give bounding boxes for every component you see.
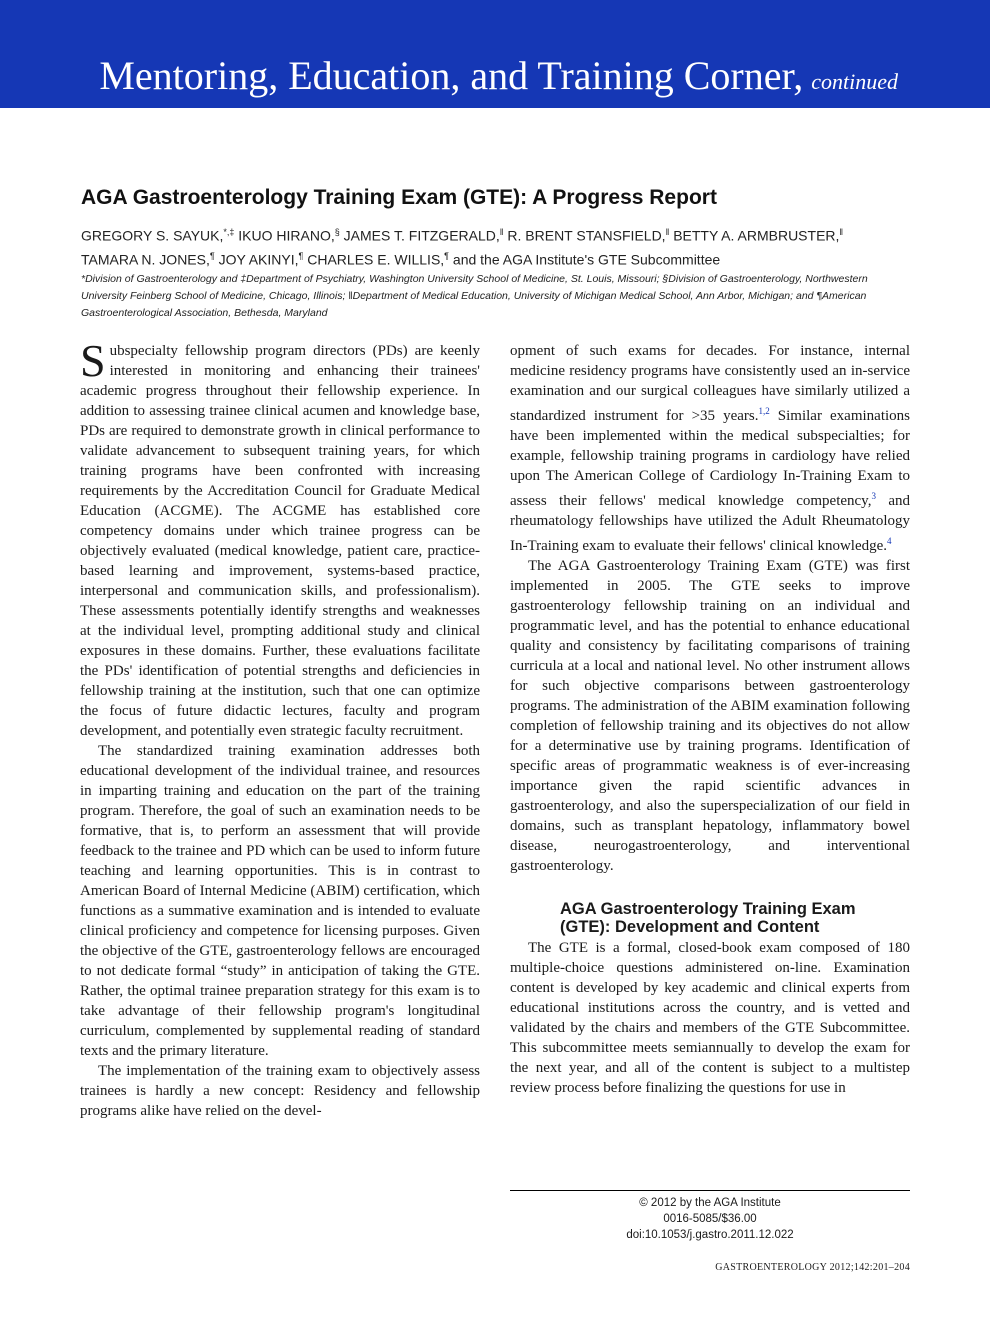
author-affil-mark: ¶	[298, 250, 304, 261]
paragraph-text: ubspecialty fellowship program directors (PDs) are keenly interested in monitoring and enhancing their trainees' academic progress throughout their fellowship experience. In addition to assessing trainee clinical acumen and knowledge base, PDs are required to demonstrate growth in clinical performance to validate advancement to subsequent training years, for which training programs have been confronted with increasing requirements by the Accreditation Council for Graduate Medical Education (ACGME). The ACGME has established core competency domains under which trainee progress can be objectively evaluated (medical knowledge, patient care, practice-based learning and improvement, systems-based practice, interpersonal and communication skills, and professionalism). These assessments potentially identify strengths and weaknesses at the individual level, prompting additional study and clinical exposures in these domains. Further, these evaluations facilitate the PDs' identification of potential strengths and deficiencies in fellowship training at the institution, such that one can optimize the focus of future didactic lectures, faculty and program development, and potentially even strategic faculty recruitment.	[80, 343, 480, 739]
author-affil-mark: §	[334, 227, 340, 237]
section-banner	[0, 0, 990, 108]
paragraph-text: Similar examinations have been implemented within the medical subspecialties; for example, fellowship training programs in cardiology have relied upon The American College of Cardiology In-Training Exam to assess their fellows' medical knowledge competency,	[510, 408, 910, 509]
reference-link[interactable]: 1,2	[758, 406, 770, 416]
paragraph-intro	[80, 335, 480, 741]
author: JOY AKINYI,	[218, 251, 299, 268]
author: JAMES T. FITZGERALD,	[343, 227, 500, 244]
paragraph-text: opment of such exams for decades. For instance, internal medicine residency programs have consistently used an in-service examination and our surgical colleagues have similarly utilized a standardized instrument for >35 years.	[510, 343, 910, 424]
affiliations: *Division of Gastroenterology and ‡Department of Psychiatry, Washington University School of Medicine, St. Louis, Missouri; §Division of Gastroenterology, Northwestern University Feinberg School of Medicine, Chicago, Illinois; ‖Department of Medical Education, University of Michigan Medical School, Ann Arbor, Michigan; and ¶American Gastroenterological Association, Bethesda, Maryland	[81, 273, 868, 319]
author: CHARLES E. WILLIS,	[307, 251, 445, 268]
author-affil-mark: ¶	[209, 250, 215, 261]
author: TAMARA N. JONES,	[81, 251, 210, 268]
reference-link[interactable]: 4	[887, 536, 892, 546]
paragraph: The standardized training examination addresses both educational development of the individual trainee, and resources in imparting training and education on the part of the training program. Therefore, the goal of such an examination needs to be formative, that is, to perform an assessment that will provide feedback to the trainee and PD which can be used to inform future teaching and learning opportunities. This is in contrast to American Board of Internal Medicine (ABIM) certification, which functions as a summative examination and is intended to evaluate clinical proficiency and competence for licensing purposes. Given the objective of the GTE, gastroenterology fellows are encouraged to not dedicate formal “study” in anticipation of taking the GTE. Rather, the optimal trainee preparation strategy for this exam is to take advantage of their fellowship program's longitudinal curriculum, complemented by supplemental reading of standard texts and the primary literature.	[80, 743, 480, 1059]
reference-link[interactable]: 3	[871, 491, 876, 501]
copyright-block	[510, 1190, 910, 1243]
banner-title-text: Mentoring, Education, and Training Corner,	[99, 53, 804, 98]
author: R. BRENT STANSFIELD,	[507, 227, 666, 244]
paragraph: The implementation of the training exam to objectively assess trainees is hardly a new concept: Residency and fellowship programs alike have relied on the devel-	[80, 1063, 480, 1119]
paragraph: The AGA Gastroenterology Training Exam (GTE) was first implemented in 2005. The GTE seeks to improve gastroenterology fellowship training on an individual and programmatic level, and has the potential to enhance educational quality and consistency by facilitating comparisons of training curricula at a local and national level. No other instrument allows for such objective comparisons between gastroenterology programs. The administration of the ABIM examination following completion of fellowship training and its objectives do not allow for a determinative use by training programs. Identification of specific areas of programmatic weakness is of ever-increasing importance given the rapid scientific advances in gastroenterology, and also the superspecialization of our field in domains, such as transplant hepatology, inflammatory bowel disease, neurogastroenterology, and interventional gastroenterology.	[510, 558, 910, 874]
left-column	[80, 335, 480, 1121]
authors-tail: and the AGA Institute's GTE Subcommittee	[452, 251, 721, 268]
author: BETTY A. ARMBRUSTER,	[673, 227, 840, 244]
article-title: AGA Gastroenterology Training Exam (GTE): A Progress Report	[81, 186, 717, 209]
author-list	[81, 222, 911, 269]
author: IKUO HIRANO,	[238, 227, 335, 244]
author-affil-mark: ¶	[444, 250, 450, 261]
right-column	[510, 341, 910, 1098]
paragraph: The GTE is a formal, closed-book exam composed of 180 multiple-choice questions administered on-line. Examination content is developed by key academic and clinical experts from educational institutions across the country, and is vetted and validated by the chairs and members of the GTE Subcommittee. This subcommittee meets semiannually to develop the exam for the next year, and all of the content is subject to a multistep review process before finalizing the questions for use in	[510, 940, 910, 1096]
author: GREGORY S. SAYUK,	[81, 227, 224, 244]
issn-line: 0016-5085/$36.00	[663, 1213, 757, 1225]
author-affil-mark: ‖	[499, 227, 504, 237]
author-affil-mark: ‖	[665, 227, 670, 237]
copyright-line: © 2012 by the AGA Institute	[639, 1197, 781, 1209]
paragraph-text: and rheumatology fellowships have utilized the Adult Rheumatology In-Training exam to evaluate their fellows' clinical knowledge.	[510, 493, 910, 554]
paragraph	[510, 341, 910, 556]
author-affil-mark: ‖	[839, 227, 844, 237]
banner-continued: continued	[811, 69, 898, 94]
doi-line[interactable]: doi:10.1053/j.gastro.2011.12.022	[626, 1229, 794, 1241]
section-heading: AGA Gastroenterology Training Exam (GTE): Development and Content	[560, 900, 856, 936]
banner-title	[99, 52, 898, 99]
drop-cap: S	[80, 335, 106, 386]
author-affil-mark: *,‡	[223, 227, 235, 237]
journal-citation: GASTROENTEROLOGY 2012;142:201–204	[715, 1262, 910, 1273]
